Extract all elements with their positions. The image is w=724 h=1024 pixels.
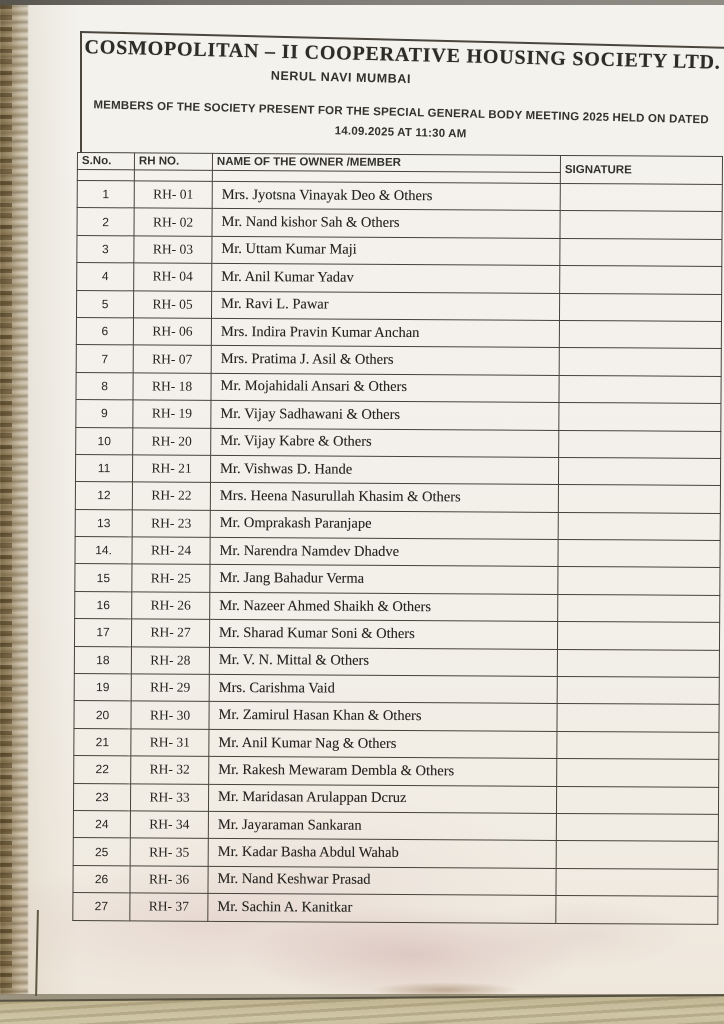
rh-number-cell: RH- 28 [131, 646, 209, 674]
serial-number-cell: 9 [76, 400, 133, 428]
signature-cell [557, 759, 719, 787]
rh-number-cell: RH- 26 [132, 592, 210, 620]
table-row [74, 674, 719, 705]
table-row [76, 427, 721, 458]
signature-cell [556, 841, 718, 869]
rh-number-cell: RH- 18 [133, 373, 211, 401]
member-name-cell: Mr. Vijay Sadhawani & Others [211, 400, 559, 430]
col-header-rh-no: RH NO. [134, 153, 212, 170]
member-name-cell: Mr. V. N. Mittal & Others [209, 647, 557, 677]
rh-number-cell: RH- 02 [134, 208, 212, 236]
table-row [74, 756, 719, 787]
table-row [77, 208, 722, 239]
signature-cell [556, 868, 718, 896]
rh-number-cell: RH- 36 [130, 866, 208, 894]
serial-number-cell: 13 [75, 509, 132, 537]
col-header-owner-name: NAME OF THE OWNER /MEMBER [212, 153, 560, 172]
member-name-cell: Mr. Vijay Kabre & Others [211, 428, 559, 458]
signature-cell [560, 183, 722, 211]
member-name-cell: Mr. Anil Kumar Yadav [212, 263, 560, 293]
serial-number-cell: 19 [74, 674, 131, 702]
signature-cell [557, 649, 719, 677]
table-row [75, 537, 720, 568]
signature-cell [557, 731, 719, 759]
rh-number-cell: RH- 05 [133, 290, 211, 318]
table-row [73, 783, 718, 814]
member-name-cell: Mr. Nand Keshwar Prasad [208, 866, 556, 896]
serial-number-cell: 1 [77, 181, 134, 209]
attendance-table-head [77, 153, 722, 185]
table-row [76, 400, 721, 431]
serial-number-cell: 2 [77, 208, 134, 236]
table-row [73, 893, 718, 924]
serial-number-cell: 25 [73, 838, 130, 866]
table-row [74, 646, 719, 677]
serial-number-cell: 10 [76, 427, 133, 455]
member-name-cell: Mrs. Pratima J. Asil & Others [211, 346, 559, 376]
rh-number-cell: RH- 19 [133, 400, 211, 428]
member-name-cell: Mr. Anil Kumar Nag & Others [209, 729, 557, 759]
signature-cell [559, 430, 721, 458]
serial-number-cell: 6 [76, 317, 133, 345]
table-row [75, 509, 720, 540]
member-name-cell: Mrs. Jyotsna Vinayak Deo & Others [212, 181, 560, 211]
rh-number-cell: RH- 34 [130, 811, 208, 839]
attendance-table [72, 152, 723, 924]
serial-number-cell: 27 [73, 893, 130, 921]
member-name-cell: Mr. Nazeer Ahmed Shaikh & Others [210, 592, 558, 622]
serial-number-cell: 4 [77, 263, 134, 291]
rh-number-cell: RH- 37 [130, 893, 208, 921]
signature-cell [557, 622, 719, 650]
serial-number-cell: 18 [74, 646, 131, 674]
table-row [76, 372, 721, 403]
signature-cell [559, 320, 721, 348]
serial-number-cell: 16 [75, 591, 132, 619]
table-row [76, 290, 721, 321]
rh-number-cell: RH- 21 [132, 455, 210, 483]
signature-cell [560, 266, 722, 294]
serial-number-cell: 22 [74, 756, 131, 784]
member-name-cell: Mr. Sachin A. Kanitkar [208, 893, 556, 923]
table-row [73, 865, 718, 896]
signature-cell [559, 293, 721, 321]
rh-number-cell: RH- 03 [134, 236, 212, 264]
meeting-line-2: 14.09.2025 AT 11:30 AM [334, 125, 467, 141]
signature-cell [558, 540, 720, 568]
rh-number-cell: RH- 27 [131, 619, 209, 647]
signature-cell [560, 238, 722, 266]
rh-number-cell: RH- 31 [131, 729, 209, 757]
serial-number-cell: 8 [76, 372, 133, 400]
signature-cell [558, 567, 720, 595]
rh-number-cell: RH- 04 [134, 263, 212, 291]
meeting-line-1: MEMBERS OF THE SOCIETY PRESENT FOR THE SPECIAL GENERAL BODY MEETING 2025 HELD ON DATED [93, 99, 709, 127]
member-name-cell: Mr. Rakesh Mewaram Dembla & Others [209, 757, 557, 787]
member-name-cell: Mr. Narendra Namdev Dhadve [210, 537, 558, 567]
member-name-cell: Mr. Vishwas D. Hande [210, 455, 558, 485]
signature-cell [557, 704, 719, 732]
table-row [75, 564, 720, 595]
rh-number-cell: RH- 30 [131, 701, 209, 729]
rh-number-cell: RH- 25 [132, 564, 210, 592]
signature-cell [560, 211, 722, 239]
serial-number-cell: 20 [74, 701, 131, 729]
table-row [75, 482, 720, 513]
serial-number-cell: 14. [75, 537, 132, 565]
rh-number-cell: RH- 24 [132, 537, 210, 565]
table-row [74, 728, 719, 759]
serial-number-cell: 3 [77, 235, 134, 263]
member-name-cell: Mr. Maridasan Arulappan Dcruz [208, 784, 556, 814]
serial-number-cell: 23 [73, 783, 130, 811]
form-header [79, 32, 723, 151]
rh-number-cell: RH- 22 [132, 482, 210, 510]
table-row [74, 701, 719, 732]
meeting-description [79, 95, 722, 151]
serial-number-cell: 26 [73, 865, 130, 893]
signature-cell [558, 594, 720, 622]
member-name-cell: Mrs. Indira Pravin Kumar Anchan [211, 318, 559, 348]
signature-cell [557, 676, 719, 704]
member-name-cell: Mr. Ravi L. Pawar [211, 291, 559, 321]
rh-number-cell: RH- 29 [131, 674, 209, 702]
rh-number-cell: RH- 20 [133, 427, 211, 455]
table-row [77, 181, 722, 212]
serial-number-cell: 15 [75, 564, 132, 592]
col-header-serial: S.No. [77, 153, 134, 170]
member-name-cell: Mr. Omprakash Paranjape [210, 510, 558, 540]
signature-cell [558, 512, 720, 540]
rh-number-cell: RH- 07 [133, 345, 211, 373]
serial-number-cell: 12 [75, 482, 132, 510]
stray-pen-mark [35, 910, 39, 996]
rh-number-cell: RH- 33 [130, 783, 208, 811]
table-body [73, 181, 723, 924]
signature-cell [558, 485, 720, 513]
table-row [76, 317, 721, 348]
society-title: COSMOPOLITAN – II COOPERATIVE HOUSING SOCIETY LTD. [84, 36, 721, 74]
member-name-cell: Mr. Uttam Kumar Maji [212, 236, 560, 266]
rh-number-cell: RH- 01 [134, 181, 212, 209]
signature-cell [556, 813, 718, 841]
signature-cell [558, 457, 720, 485]
scan-bottom-band [0, 994, 724, 1024]
serial-number-cell: 7 [76, 345, 133, 373]
serial-number-cell: 11 [75, 454, 132, 482]
rh-number-cell: RH- 23 [132, 510, 210, 538]
binding-edge-core [0, 5, 12, 994]
serial-number-cell: 17 [74, 619, 131, 647]
table-row [77, 235, 722, 266]
table-row [75, 591, 720, 622]
table-row [76, 345, 721, 376]
signature-cell [559, 348, 721, 376]
table-row [75, 454, 720, 485]
paper-sheet [0, 5, 724, 994]
member-name-cell: Mrs. Carishma Vaid [209, 674, 557, 704]
signature-cell [556, 786, 718, 814]
rh-number-cell: RH- 06 [133, 318, 211, 346]
signature-cell [559, 403, 721, 431]
member-name-cell: Mr. Jayaraman Sankaran [208, 811, 556, 841]
signature-cell [559, 375, 721, 403]
member-name-cell: Mr. Nand kishor Sah & Others [212, 209, 560, 239]
member-name-cell: Mr. Kadar Basha Abdul Wahab [208, 839, 556, 869]
col-header-signature: SIGNATURE [560, 155, 722, 184]
serial-number-cell: 21 [74, 728, 131, 756]
signature-cell [556, 896, 718, 924]
table-row [73, 810, 718, 841]
member-name-cell: Mrs. Heena Nasurullah Khasim & Others [210, 483, 558, 513]
serial-number-cell: 5 [76, 290, 133, 318]
rh-number-cell: RH- 35 [130, 838, 208, 866]
table-row [73, 838, 718, 869]
member-name-cell: Mr. Sharad Kumar Soni & Others [209, 620, 557, 650]
member-name-cell: Mr. Jang Bahadur Verma [210, 565, 558, 595]
member-name-cell: Mr. Zamirul Hasan Khan & Others [209, 702, 557, 732]
serial-number-cell: 24 [73, 810, 130, 838]
table-row [77, 263, 722, 294]
table-row [74, 619, 719, 650]
rh-number-cell: RH- 32 [131, 756, 209, 784]
society-location: NERUL NAVI MUMBAI [270, 68, 412, 87]
member-name-cell: Mr. Mojahidali Ansari & Others [211, 373, 559, 403]
